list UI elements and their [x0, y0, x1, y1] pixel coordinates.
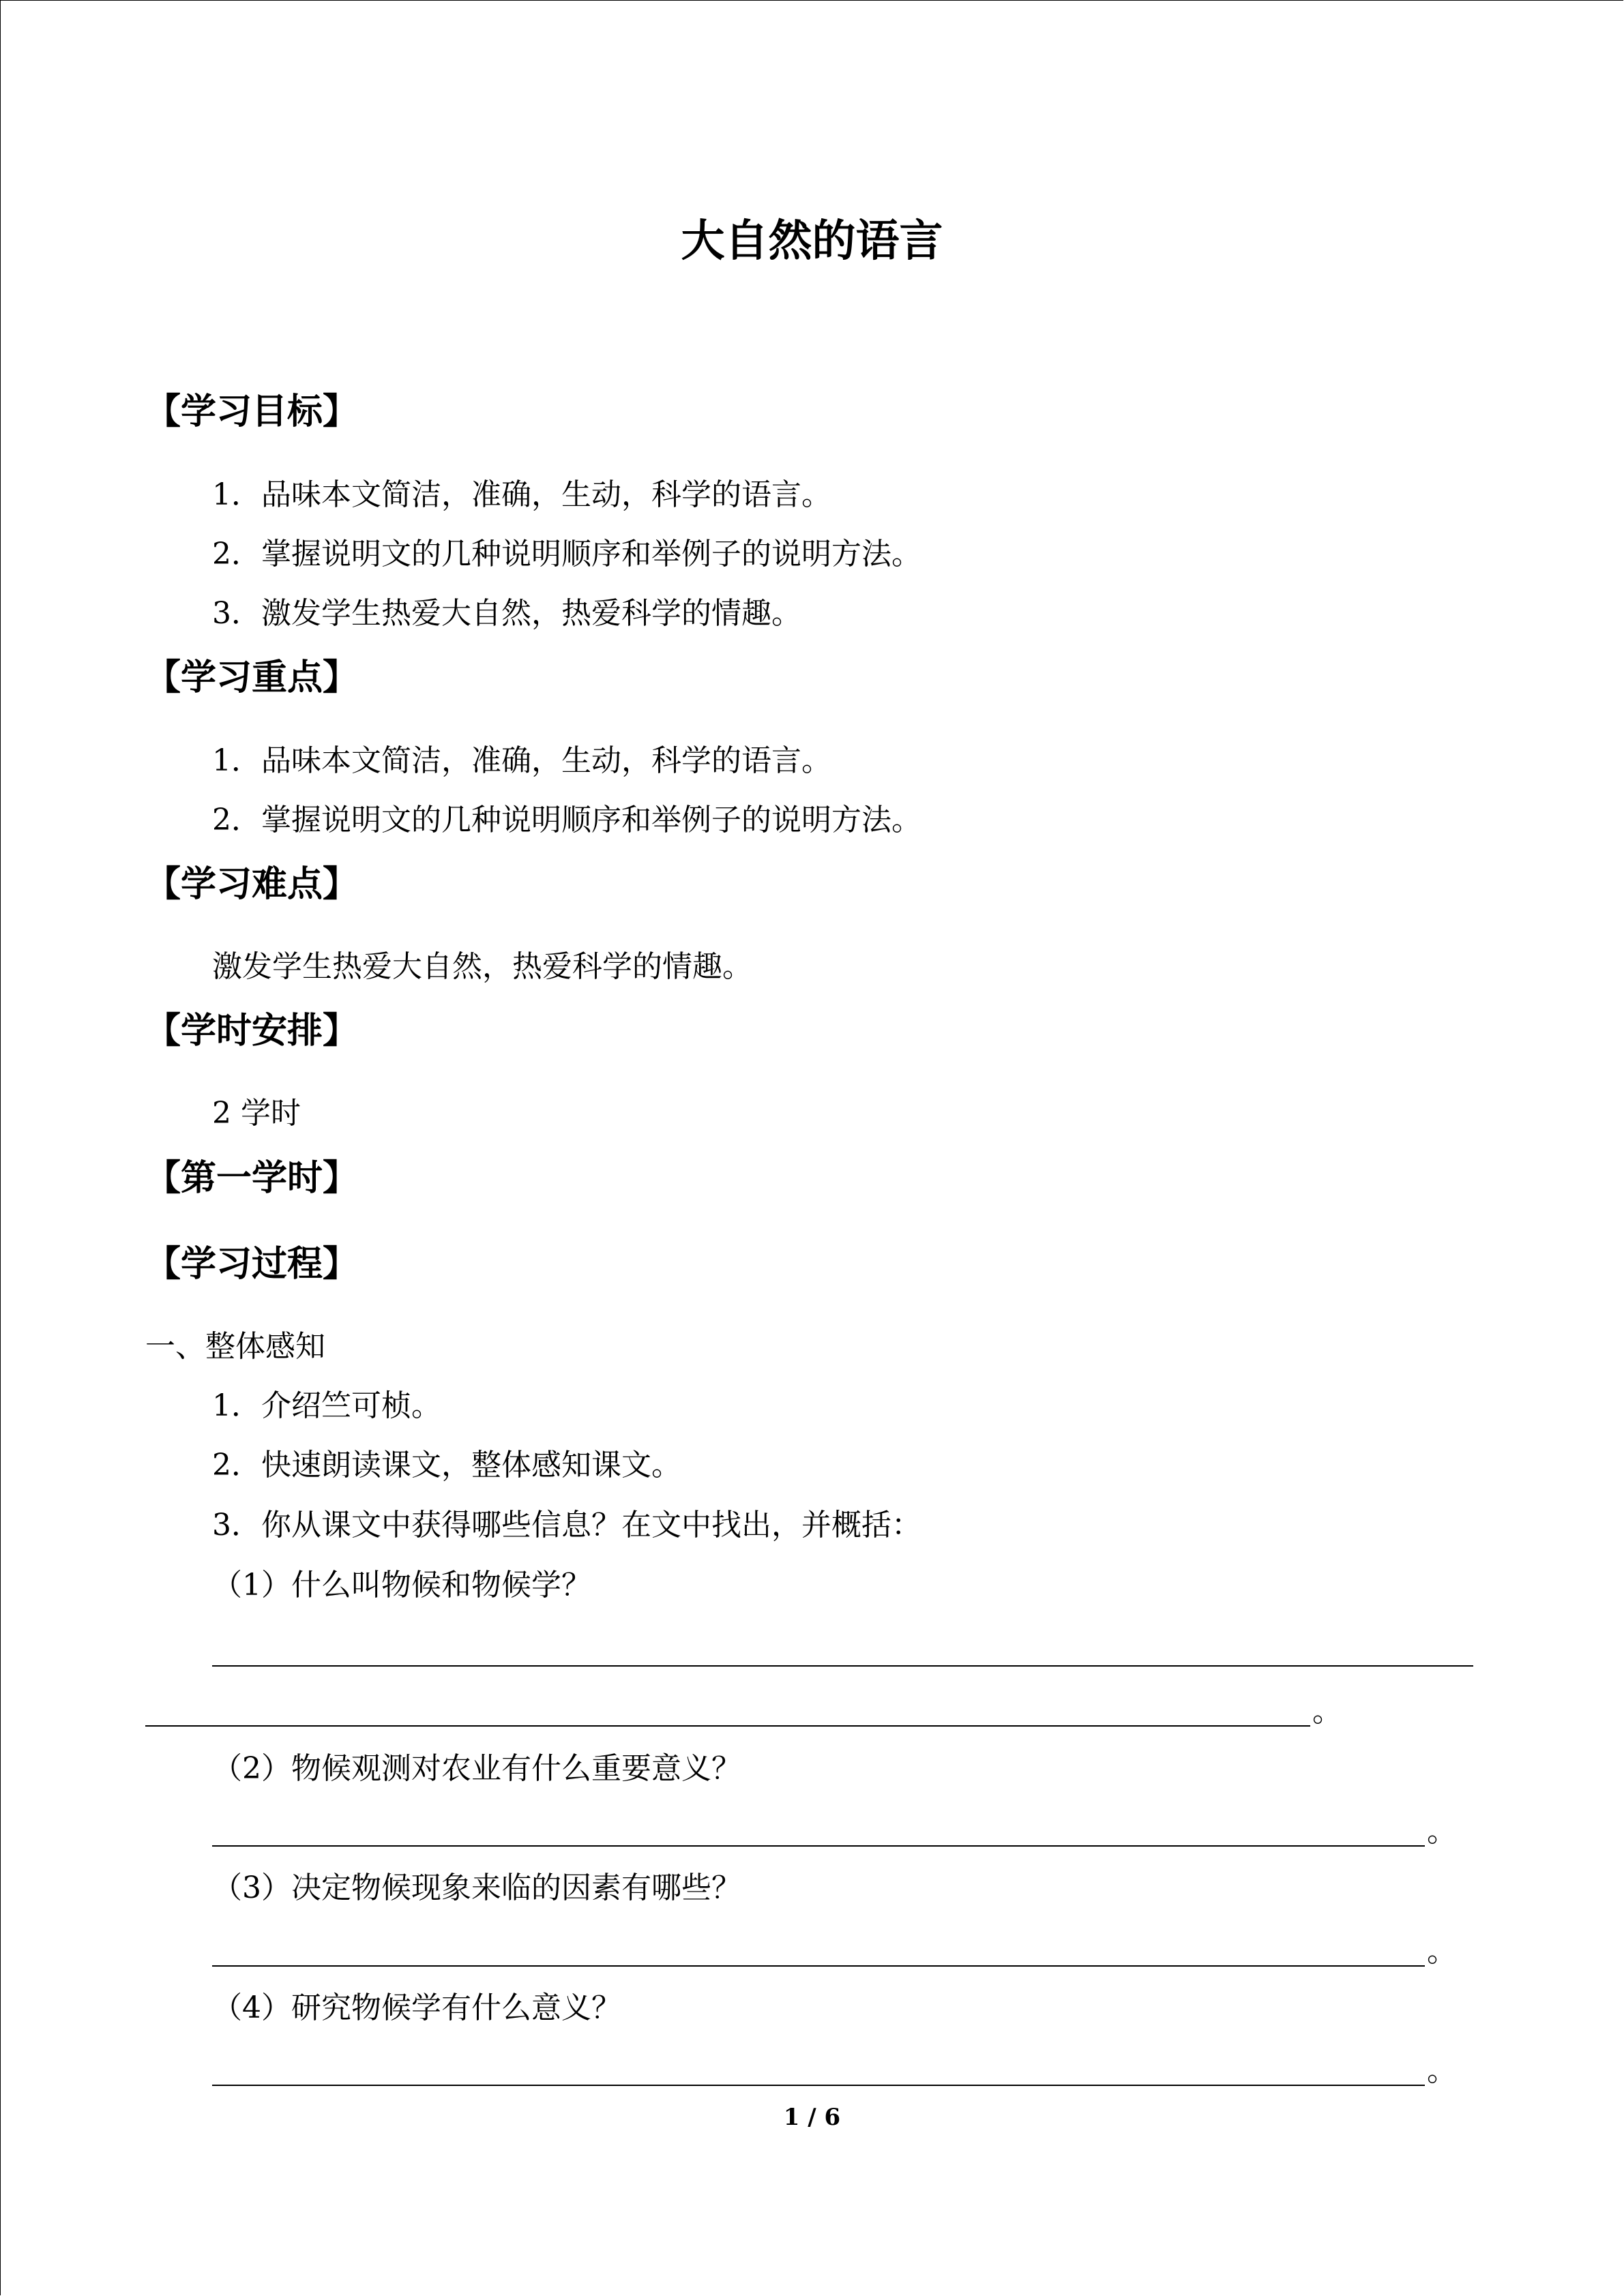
answer-line-1b[interactable]	[145, 1725, 1310, 1727]
objective-item-2: 2．掌握说明文的几种说明顺序和举例子的说明方法。	[212, 537, 921, 571]
question-4: （4）研究物候学有什么意义？	[212, 1991, 621, 2025]
question-2: （2）物候观测对农业有什么重要意义？	[212, 1751, 741, 1786]
part1-title: 一、整体感知	[145, 1329, 325, 1364]
period-mark-2: 。	[1427, 1814, 1457, 1849]
heading-key-points: 【学习重点】	[145, 657, 359, 698]
period-mark-3: 。	[1427, 1934, 1457, 1969]
key-point-item-1: 1．品味本文简洁，准确，生动，科学的语言。	[212, 743, 831, 778]
difficulty-text: 激发学生热爱大自然，热爱科学的情趣。	[212, 949, 752, 984]
step-item-2: 2．快速朗读课文，整体感知课文。	[212, 1448, 681, 1482]
answer-line-4[interactable]	[212, 2085, 1425, 2086]
document-title: 大自然的语言	[681, 215, 943, 267]
question-1: （1）什么叫物候和物候学？	[212, 1568, 591, 1602]
heading-difficulty: 【学习难点】	[145, 863, 359, 905]
heading-first-period: 【第一学时】	[145, 1157, 359, 1199]
question-3: （3）决定物候现象来临的因素有哪些？	[212, 1870, 741, 1905]
answer-line-1a[interactable]	[212, 1665, 1473, 1667]
schedule-text: 2 学时	[212, 1096, 301, 1131]
heading-schedule: 【学时安排】	[145, 1010, 359, 1052]
objective-item-1: 1．品味本文简洁，准确，生动，科学的语言。	[212, 477, 831, 512]
answer-line-3[interactable]	[212, 1965, 1425, 1967]
step-item-1: 1．介绍竺可桢。	[212, 1388, 441, 1423]
heading-process: 【学习过程】	[145, 1243, 359, 1285]
page-number: 1 / 6	[783, 2104, 841, 2131]
objective-item-3: 3．激发学生热爱大自然，热爱科学的情趣。	[212, 596, 801, 631]
period-mark-4: 。	[1427, 2053, 1457, 2088]
heading-objectives: 【学习目标】	[145, 391, 359, 432]
answer-line-2[interactable]	[212, 1845, 1425, 1847]
key-point-item-2: 2．掌握说明文的几种说明顺序和举例子的说明方法。	[212, 803, 921, 837]
period-mark-1: 。	[1312, 1694, 1342, 1729]
step-item-3: 3．你从课文中获得哪些信息？在文中找出，并概括：	[212, 1508, 921, 1542]
